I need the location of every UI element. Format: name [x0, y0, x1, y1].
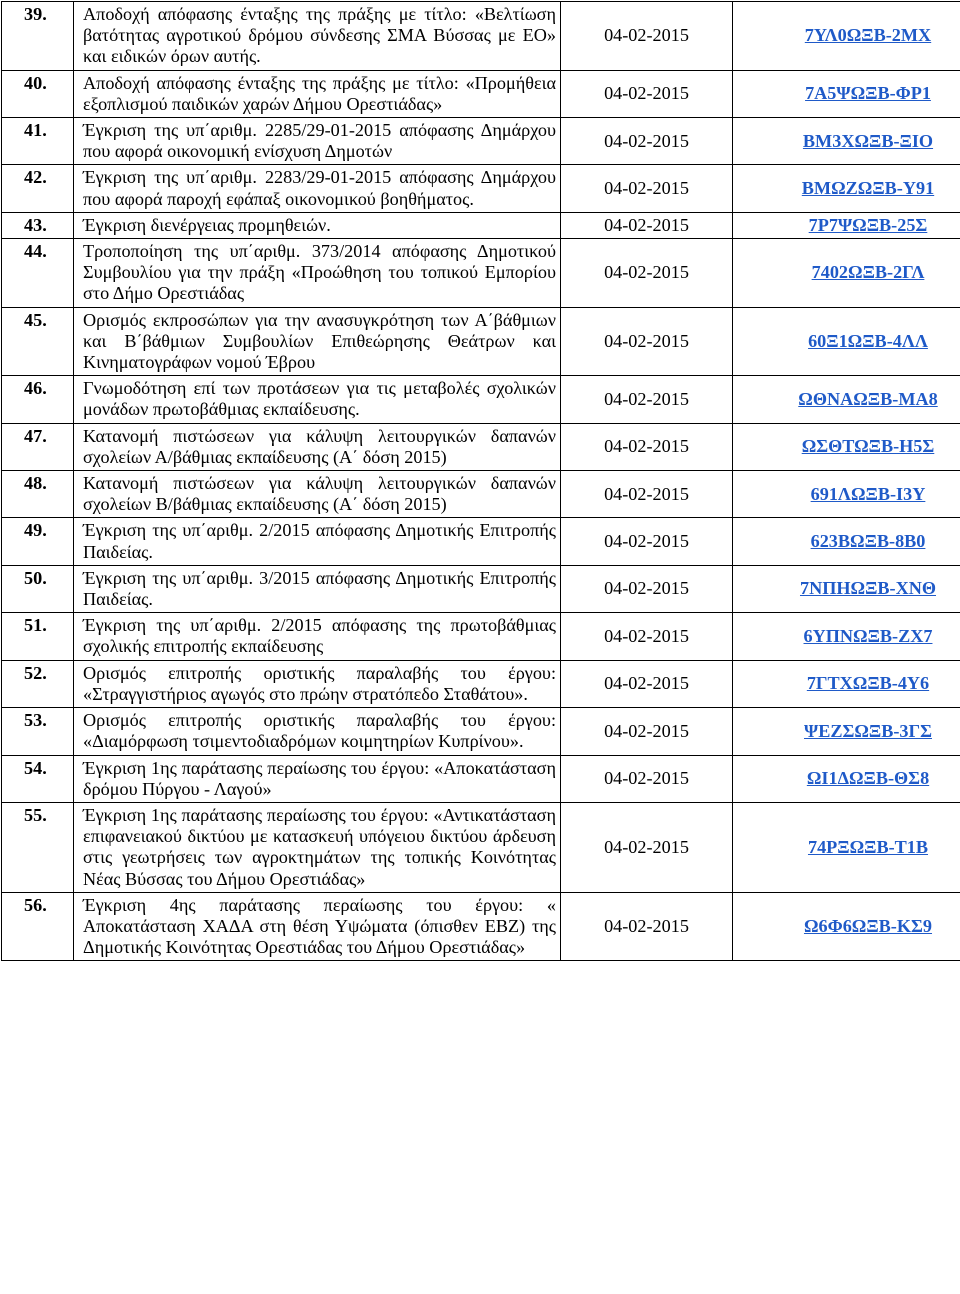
row-description: Έγκριση 1ης παράτασης περαίωσης του έργου: «Αντικατάσταση επιφανειακού δικτύου με κατασκευή υπόγειου δικτύου άρδευση στις γεωτρήσεις των αγροκτημάτων της τοπικής Κοινότητας Νέας Βύσσας του Δήμου Ορεστιάδας» — [74, 802, 561, 892]
row-number: 40. — [2, 70, 74, 117]
row-date: 04-02-2015 — [561, 565, 733, 612]
row-date: 04-02-2015 — [561, 70, 733, 117]
table-row — [2, 376, 960, 423]
diavgeia-code-link[interactable]: ΩΙ1ΔΩΞΒ-ΘΣ8 — [807, 768, 929, 788]
table-row — [2, 802, 960, 892]
diavgeia-code-link[interactable]: 7Ρ7ΨΩΞΒ-25Σ — [809, 215, 928, 235]
row-code-cell — [733, 212, 960, 238]
row-date: 04-02-2015 — [561, 2, 733, 71]
diavgeia-code-link[interactable]: 7Α5ΨΩΞΒ-ΦΡ1 — [805, 83, 931, 103]
row-number: 39. — [2, 2, 74, 71]
table-row — [2, 471, 960, 518]
row-number: 44. — [2, 239, 74, 308]
table-row — [2, 165, 960, 212]
row-number: 56. — [2, 892, 74, 961]
row-date: 04-02-2015 — [561, 165, 733, 212]
table-row — [2, 423, 960, 470]
diavgeia-code-link[interactable]: ΒΜΩΖΩΞΒ-Υ91 — [802, 178, 934, 198]
diavgeia-code-link[interactable]: ΒΜ3ΧΩΞΒ-ΞΙΟ — [803, 131, 933, 151]
diavgeia-code-link[interactable]: 623ΒΩΞΒ-8Β0 — [811, 531, 926, 551]
diavgeia-code-link[interactable]: 7ΥΛ0ΩΞΒ-2ΜΧ — [805, 25, 931, 45]
table-row — [2, 2, 960, 71]
row-code-cell — [733, 423, 960, 470]
row-description: Ορισμός εκπροσώπων για την ανασυγκρότηση των Α΄βάθμιων και Β΄βάθμιων Συμβουλίων Επιθεώρησης Θεάτρων και Κινηματογράφων νομού Έβρου — [74, 307, 561, 376]
table-row — [2, 518, 960, 565]
row-code-cell — [733, 376, 960, 423]
row-date: 04-02-2015 — [561, 307, 733, 376]
row-date: 04-02-2015 — [561, 118, 733, 165]
table-row — [2, 118, 960, 165]
row-date: 04-02-2015 — [561, 376, 733, 423]
row-number: 45. — [2, 307, 74, 376]
diavgeia-code-link[interactable]: 7ΓΤΧΩΞΒ-4Υ6 — [807, 673, 929, 693]
row-date: 04-02-2015 — [561, 892, 733, 961]
row-number: 54. — [2, 755, 74, 802]
row-number: 43. — [2, 212, 74, 238]
diavgeia-code-link[interactable]: 7ΝΠΗΩΞΒ-ΧΝΘ — [800, 578, 936, 598]
row-code-cell — [733, 2, 960, 71]
row-description: Τροποποίηση της υπ΄αριθμ. 373/2014 απόφασης Δημοτικού Συμβουλίου για την πράξη «Προώθηση του τοπικού Εμπορίου στο Δήμο Ορεστιάδας — [74, 239, 561, 308]
row-code-cell — [733, 307, 960, 376]
diavgeia-code-link[interactable]: 7402ΩΞΒ-2ΓΛ — [812, 262, 925, 282]
diavgeia-code-link[interactable]: ΨΕΖΣΩΞΒ-3ΓΣ — [804, 721, 932, 741]
table-row — [2, 565, 960, 612]
table-row — [2, 660, 960, 707]
diavgeia-code-link[interactable]: 691ΛΩΞΒ-Ι3Υ — [811, 484, 926, 504]
diavgeia-code-link[interactable]: ΩΣΘΤΩΞΒ-Η5Σ — [802, 436, 935, 456]
row-number: 41. — [2, 118, 74, 165]
row-description: Έγκριση της υπ΄αριθμ. 3/2015 απόφασης Δημοτικής Επιτροπής Παιδείας. — [74, 565, 561, 612]
row-code-cell — [733, 70, 960, 117]
row-description: Αποδοχή απόφασης ένταξης της πράξης με τίτλο: «Προμήθεια εξοπλισμού παιδικών χαρών Δήμου Ορεστιάδας» — [74, 70, 561, 117]
row-number: 51. — [2, 613, 74, 660]
row-code-cell — [733, 613, 960, 660]
row-description: Έγκριση 4ης παράτασης περαίωσης του έργου: « Αποκατάσταση ΧΑΔΑ στη θέση Υψώματα (όπισθεν ΕΒΖ) της Δημοτικής Κοινότητας Ορεστιάδας του Δήμου Ορεστιάδας» — [74, 892, 561, 961]
row-number: 55. — [2, 802, 74, 892]
row-number: 52. — [2, 660, 74, 707]
row-description: Γνωμοδότηση επί των προτάσεων για τις μεταβολές σχολικών μονάδων πρωτοβάθμιας εκπαίδευσης. — [74, 376, 561, 423]
row-number: 50. — [2, 565, 74, 612]
table-row — [2, 708, 960, 755]
row-number: 48. — [2, 471, 74, 518]
row-number: 49. — [2, 518, 74, 565]
row-description: Κατανομή πιστώσεων για κάλυψη λειτουργικών δαπανών σχολείων Β/βάθμιας εκπαίδευσης (Α΄ δόση 2015) — [74, 471, 561, 518]
table-row — [2, 755, 960, 802]
row-code-cell — [733, 239, 960, 308]
decisions-table-body — [2, 2, 960, 961]
table-row — [2, 212, 960, 238]
row-description: Έγκριση 1ης παράτασης περαίωσης του έργου: «Αποκατάσταση δρόμου Πύργου - Λαγού» — [74, 755, 561, 802]
row-code-cell — [733, 471, 960, 518]
row-date: 04-02-2015 — [561, 802, 733, 892]
row-number: 42. — [2, 165, 74, 212]
decisions-table — [1, 1, 960, 961]
diavgeia-code-link[interactable]: 74ΡΞΩΞΒ-Τ1Β — [808, 837, 928, 857]
row-description: Έγκριση της υπ΄αριθμ. 2/2015 απόφασης της πρωτοβάθμιας σχολικής επιτροπής εκπαίδευσης — [74, 613, 561, 660]
table-row — [2, 307, 960, 376]
row-date: 04-02-2015 — [561, 423, 733, 470]
row-description: Αποδοχή απόφασης ένταξης της πράξης με τίτλο: «Βελτίωση βατότητας αγροτικού δρόμου σύνδεσης ΣΜΑ Βύσσας με ΕΟ» και ειδικών όρων αυτής. — [74, 2, 561, 71]
table-row — [2, 70, 960, 117]
row-number: 46. — [2, 376, 74, 423]
row-description: Ορισμός επιτροπής οριστικής παραλαβής του έργου: «Διαμόρφωση τσιμεντοδιαδρόμων κοιμητηρίων Κυπρίνου». — [74, 708, 561, 755]
diavgeia-code-link[interactable]: Ω6Φ6ΩΞΒ-ΚΣ9 — [804, 916, 932, 936]
diavgeia-code-link[interactable]: 60Ξ1ΩΞΒ-4ΛΛ — [808, 331, 928, 351]
row-code-cell — [733, 708, 960, 755]
row-code-cell — [733, 755, 960, 802]
row-description: Έγκριση της υπ΄αριθμ. 2/2015 απόφασης Δημοτικής Επιτροπής Παιδείας. — [74, 518, 561, 565]
table-row — [2, 239, 960, 308]
row-date: 04-02-2015 — [561, 212, 733, 238]
row-date: 04-02-2015 — [561, 660, 733, 707]
row-code-cell — [733, 660, 960, 707]
row-date: 04-02-2015 — [561, 518, 733, 565]
diavgeia-code-link[interactable]: 6ΥΠΝΩΞΒ-ΖΧ7 — [804, 626, 933, 646]
row-code-cell — [733, 892, 960, 961]
diavgeia-code-link[interactable]: ΩΘΝΑΩΞΒ-ΜΑ8 — [798, 389, 937, 409]
row-date: 04-02-2015 — [561, 613, 733, 660]
row-code-cell — [733, 118, 960, 165]
row-code-cell — [733, 518, 960, 565]
row-description: Ορισμός επιτροπής οριστικής παραλαβής του έργου: «Στραγγιστήριος αγωγός στο πρώην στρατόπεδο Σταθάτου». — [74, 660, 561, 707]
row-number: 53. — [2, 708, 74, 755]
table-row — [2, 613, 960, 660]
row-description: Έγκριση διενέργειας προμηθειών. — [74, 212, 561, 238]
table-row — [2, 892, 960, 961]
row-date: 04-02-2015 — [561, 471, 733, 518]
row-code-cell — [733, 165, 960, 212]
row-description: Κατανομή πιστώσεων για κάλυψη λειτουργικών δαπανών σχολείων Α/βάθμιας εκπαίδευσης (Α΄ δόση 2015) — [74, 423, 561, 470]
row-description: Έγκριση της υπ΄αριθμ. 2285/29-01-2015 απόφασης Δημάρχου που αφορά οικονομική ενίσχυση Δημοτών — [74, 118, 561, 165]
row-date: 04-02-2015 — [561, 708, 733, 755]
row-description: Έγκριση της υπ΄αριθμ. 2283/29-01-2015 απόφασης Δημάρχου που αφορά παροχή εφάπαξ οικονομικού βοηθήματος. — [74, 165, 561, 212]
row-date: 04-02-2015 — [561, 755, 733, 802]
row-code-cell — [733, 802, 960, 892]
row-number: 47. — [2, 423, 74, 470]
row-date: 04-02-2015 — [561, 239, 733, 308]
row-code-cell — [733, 565, 960, 612]
